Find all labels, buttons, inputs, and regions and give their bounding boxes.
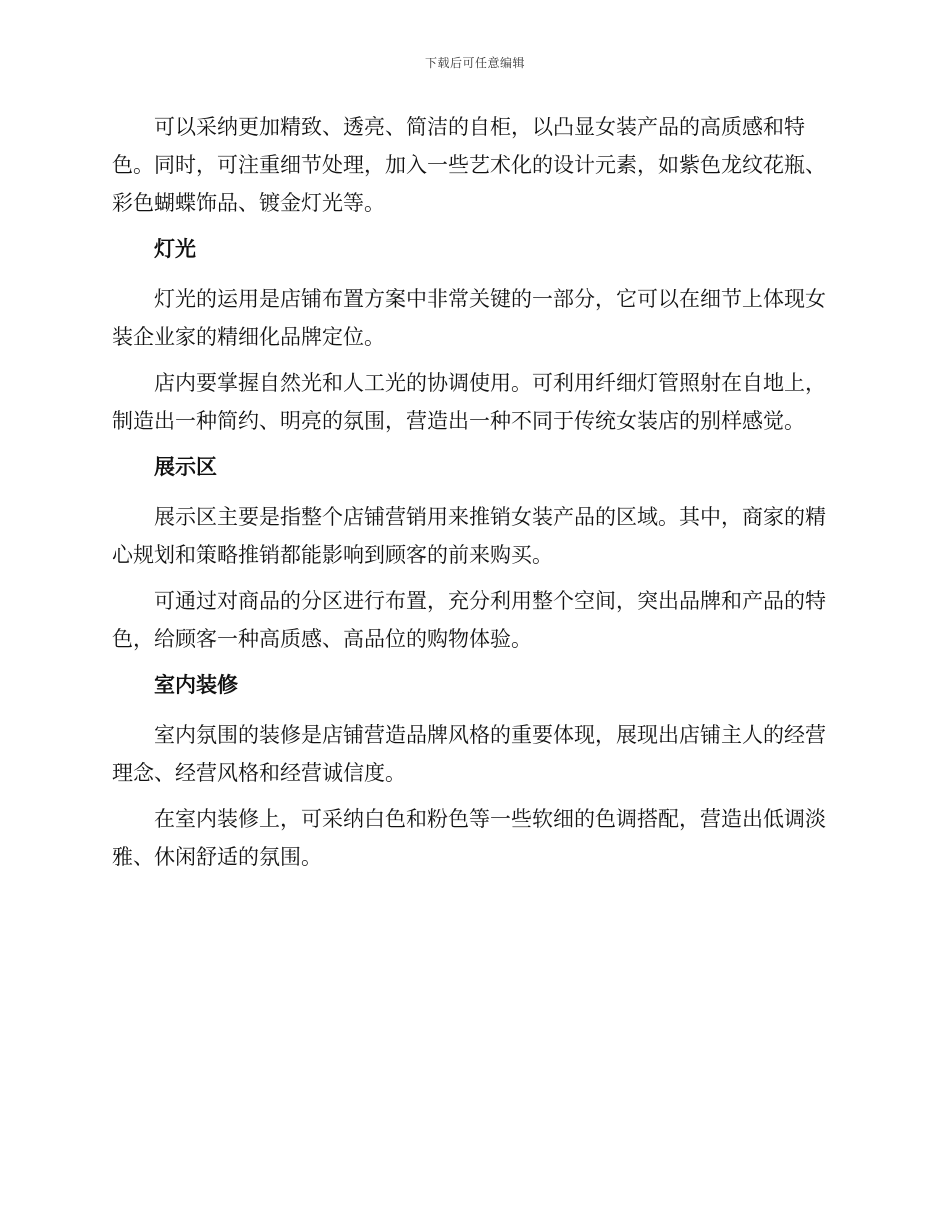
document-body — [112, 108, 830, 884]
heading-interior-decoration: 室内装修 — [154, 673, 238, 697]
paragraph-display-area-definition: 展示区主要是指整个店铺营销用来推销女装产品的区域。其中，商家的精心规划和策略推销都能影响到顾客的前来购买。 — [112, 505, 826, 567]
heading-lighting: 灯光 — [154, 237, 196, 261]
paragraph-display-cabinet: 可以采纳更加精致、透亮、简洁的自柜，以凸显女装产品的高质感和特色。同时，可注重细节处理，加入一些艺术化的设计元素，如紫色龙纹花瓶、彩色蝴蝶饰品、镀金灯光等。 — [112, 115, 826, 215]
heading-display-area: 展示区 — [154, 455, 217, 479]
paragraph-interior-atmosphere: 室内氛围的装修是店铺营造品牌风格的重要体现，展现出店铺主人的经营理念、经营风格和经营诚信度。 — [112, 723, 826, 785]
paragraph-display-area-layout: 可通过对商品的分区进行布置，充分利用整个空间，突出品牌和产品的特色，给顾客一种高质感、高品位的购物体验。 — [112, 589, 826, 651]
paragraph-interior-colors: 在室内装修上，可采纳白色和粉色等一些软细的色调搭配，营造出低调淡雅、休闲舒适的氛围。 — [112, 807, 826, 869]
paragraph-lighting-role: 灯光的运用是店铺布置方案中非常关键的一部分，它可以在细节上体现女装企业家的精细化品牌定位。 — [112, 287, 826, 349]
page-header: 下载后可任意编辑 — [424, 56, 525, 70]
paragraph-lighting-use: 店内要掌握自然光和人工光的协调使用。可利用纤细灯管照射在自地上，制造出一种简约、明亮的氛围，营造出一种不同于传统女装店的别样感觉。 — [112, 371, 826, 433]
